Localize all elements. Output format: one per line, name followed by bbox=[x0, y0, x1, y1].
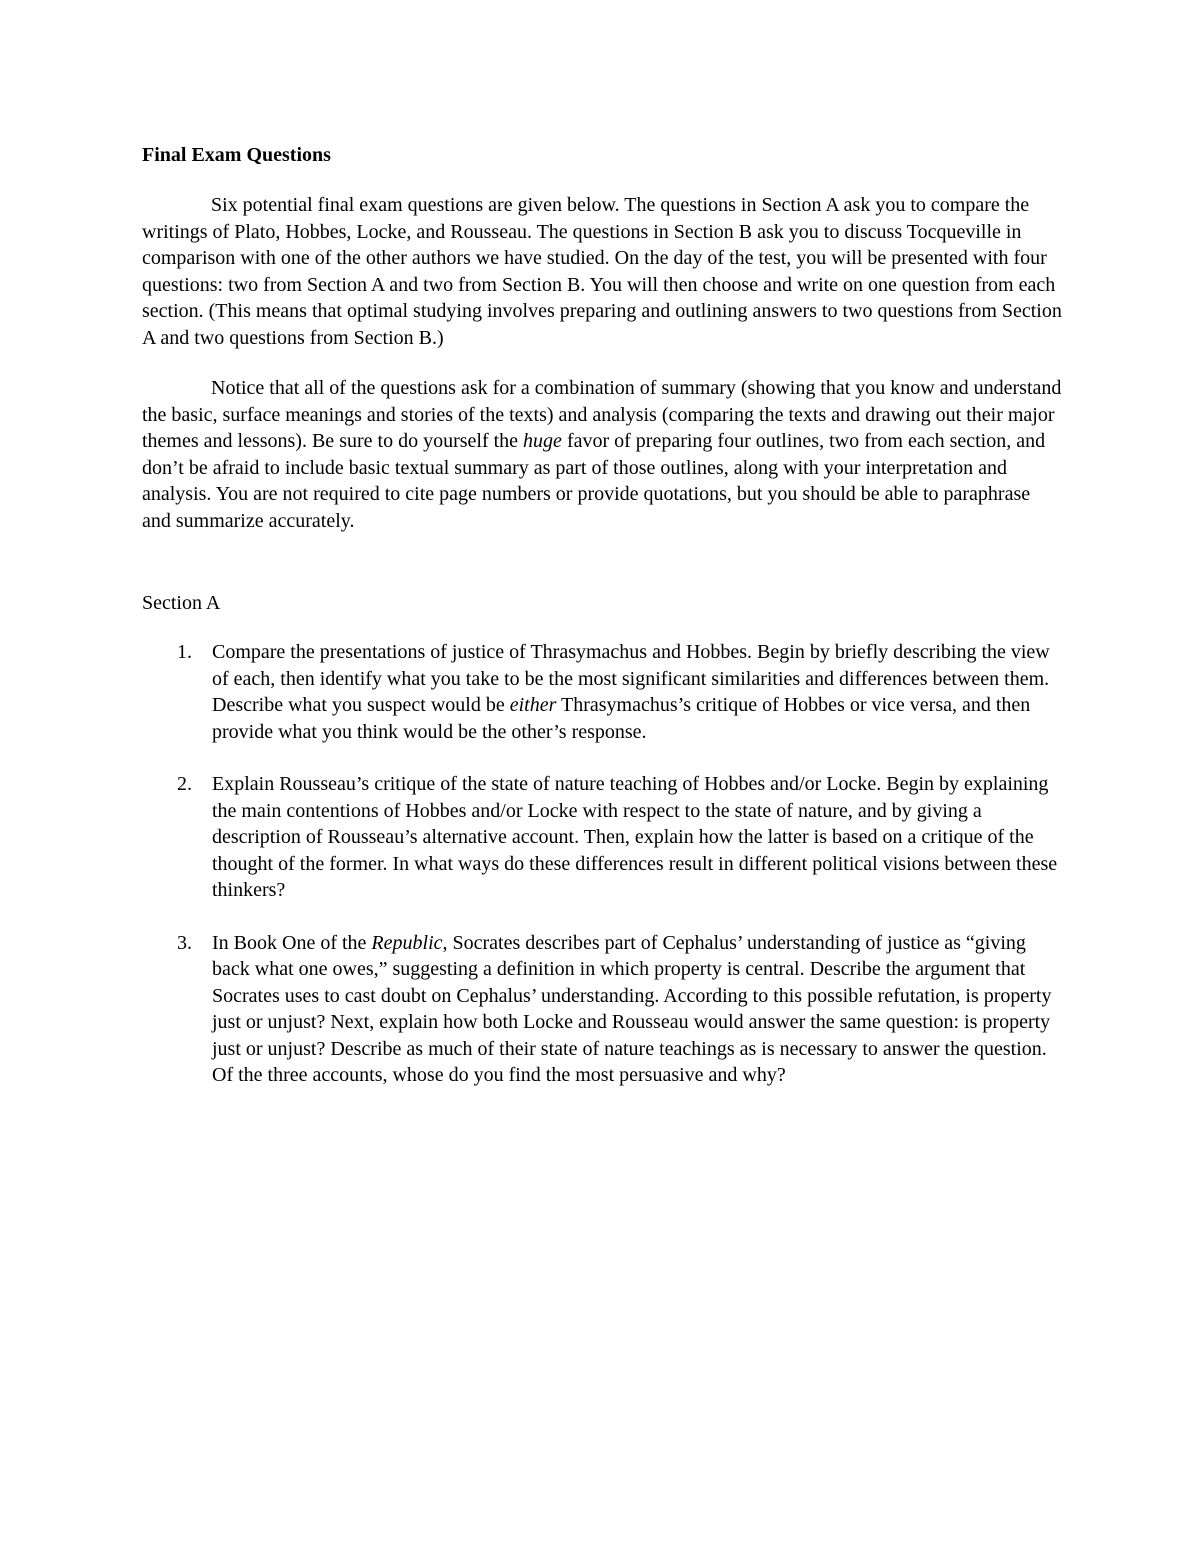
question-number-2: 2. bbox=[177, 773, 192, 795]
question-item-1 bbox=[142, 639, 1062, 745]
intro-paragraph-2 bbox=[142, 375, 1062, 534]
document-title: Final Exam Questions bbox=[142, 144, 331, 166]
intro-paragraph-2-text-start: Notice that all of the questions ask for a combination of summary (showing that you know and understand the basic, surface meanings and stories of the texts) and analysis (comparing the texts and drawing out their major themes and lessons). Be sure to do yourself the bbox=[142, 377, 1062, 452]
section-a-question-list bbox=[142, 639, 1062, 1089]
intro-paragraph-1: Six potential final exam questions are given below. The questions in Section A ask you to compare the writings of Plato, Hobbes, Locke, and Rousseau. The questions in Section B ask you to discuss Tocqueville in comparison with one of the other authors we have studied. On the day of the test, you will be presented with four questions: two from Section A and two from Section B. You will then choose and write on one question from each section. (This means that optimal studying involves preparing and outlining answers to two questions from Section A and two questions from Section B.) bbox=[142, 194, 1062, 349]
question-1-emphasis: either bbox=[509, 694, 557, 716]
question-number-3: 3. bbox=[177, 931, 192, 954]
question-item-3 bbox=[142, 930, 1062, 1089]
question-2-text: Explain Rousseau’s critique of the state of nature teaching of Hobbes and/or Locke. Begin by explaining the main contentions of Hobbes and/or Locke with respect to the state of nature, and by giving a description of Rousseau’s alternative account. Then, explain how the latter is based on a critique of the thought of the former. In what ways do these differences result in different political visions between these thinkers? bbox=[212, 773, 1058, 901]
document-body bbox=[142, 142, 1062, 1115]
intro-paragraph-2-text-end: favor of preparing four outlines, two from each section, and don’t be afraid to include basic textual summary as part of those outlines, along with your interpretation and analysis. You are not required to cite page numbers or provide quotations, but you should be able to paraphrase and summarize accurately. bbox=[142, 430, 1046, 532]
question-number-1: 1. bbox=[177, 641, 192, 663]
question-3-text-start: In Book One of the bbox=[212, 931, 372, 954]
question-1-text-end: Thrasymachus’s critique of Hobbes or vice versa, and then provide what you think would be the other’s response. bbox=[212, 694, 1031, 743]
question-item-2 bbox=[142, 771, 1062, 904]
question-3-emphasis: Republic bbox=[371, 931, 443, 954]
question-3-text-end: , Socrates describes part of Cephalus’ understanding of justice as “giving back what one owes,” suggesting a definition in which property is central. Describe the argument that Socrates uses to cast doubt on Cephalus’ understanding. According to this possible refutation, is property just or unjust? Next, explain how both Locke and Rousseau would answer the same question: is property just or unjust? Describe as much of their state of nature teachings as is necessary to answer the question. Of the three accounts, whose do you find the most persuasive and why? bbox=[212, 931, 1052, 1086]
question-1-text-start: Compare the presentations of justice of Thrasymachus and Hobbes. Begin by briefly describing the view of each, then identify what you take to be the most significant similarities and differences between them. Describe what you suspect would be bbox=[212, 641, 1050, 716]
section-a-heading: Section A bbox=[142, 592, 221, 614]
intro-paragraph-2-emphasis: huge bbox=[523, 430, 562, 452]
